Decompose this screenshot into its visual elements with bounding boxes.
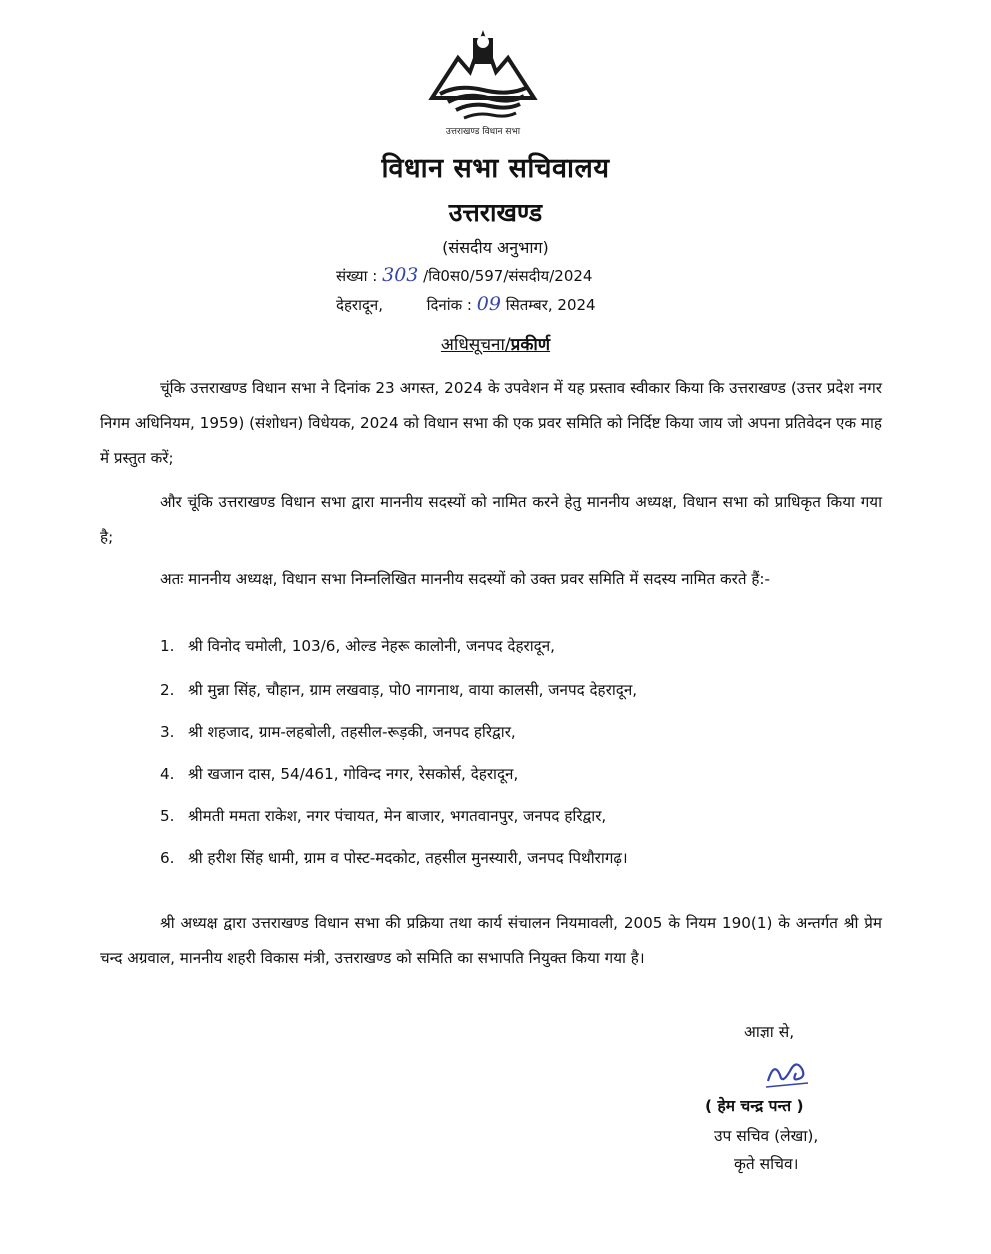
uttarakhand-assembly-emblem-icon	[428, 28, 538, 138]
reference-date-line	[336, 293, 596, 315]
list-item: 6. श्री हरीश सिंह धामी, ग्राम व पोस्ट-मदकोट, तहसील मुनस्यारी, जनपद पिथौरागढ़।	[160, 849, 628, 867]
list-item: 2. श्री मुन्ना सिंह, चौहान, ग्राम लखवाड़, पो0 नागनाथ, वाया कालसी, जनपद देहरादून,	[160, 681, 638, 699]
number-suffix: /वि0स0/597/संसदीय/2024	[423, 267, 593, 285]
state-title: उत्तराखण्ड	[448, 198, 543, 227]
emblem-caption: उत्तराखण्ड विधान सभा	[445, 127, 521, 137]
notice-title-part1: अधिसूचना	[440, 335, 505, 355]
paragraph-1: चूंकि उत्तराखण्ड विधान सभा ने दिनांक 23 अगस्त, 2024 के उपवेशन में यह प्रस्ताव स्वीकार किया कि उत्तराखण्ड (उत्तर प्रदेश नगर निगम अधिनियम, 1959) (संशोधन) विधेयक, 2024 को विधान सभा की एक प्रवर समिति को निर्दिष्ट किया जाय जो अपना प्रतिवेदन एक माह में प्रस्तुत करें;	[100, 379, 882, 467]
notice-title-separator: /	[504, 335, 511, 355]
handwritten-signature	[762, 1055, 812, 1091]
by-order-text: आज्ञा से,	[744, 1023, 795, 1041]
notice-heading	[0, 332, 991, 355]
handwritten-date: 09	[476, 293, 501, 315]
date-label: दिनांक :	[426, 296, 472, 314]
handwritten-number: 303	[382, 264, 419, 286]
office-title: विधान सभा सचिवालय	[381, 153, 610, 184]
place: देहरादून,	[336, 296, 384, 314]
paragraph-4: श्री अध्यक्ष द्वारा उत्तराखण्ड विधान सभा की प्रक्रिया तथा कार्य संचालन नियमावली, 2005 के नियम 190(1) के अन्तर्गत श्री प्रेम चन्द अग्रवाल, माननीय शहरी विकास मंत्री, उत्तराखण्ड को समिति का सभापति नियुक्त किया गया है।	[100, 914, 882, 967]
number-label: संख्या :	[336, 267, 378, 285]
signatory-designation: उप सचिव (लेखा),	[714, 1127, 819, 1145]
list-item: 3. श्री शहजाद, ग्राम-लहबोली, तहसील-रूड़की, जनपद हरिद्वार,	[160, 723, 516, 741]
signatory-name: ( हेम चन्द्र पन्त )	[705, 1097, 804, 1115]
list-item: 5. श्रीमती ममता राकेश, नगर पंचायत, मेन बाजार, भगतवानपुर, जनपद हरिद्वार,	[160, 807, 607, 825]
date-suffix: सितम्बर, 2024	[505, 296, 596, 314]
signatory-on-behalf: कृते सचिव।	[734, 1155, 799, 1173]
paragraph-2: और चूंकि उत्तराखण्ड विधान सभा द्वारा माननीय सदस्यों को नामित करने हेतु माननीय अध्यक्ष, विधान सभा को प्राधिकृत किया गया है;	[100, 493, 882, 546]
notice-title-part2: प्रकीर्ण	[510, 335, 551, 355]
paragraph-3: अतः माननीय अध्यक्ष, विधान सभा निम्नलिखित माननीय सदस्यों को उक्त प्रवर समिति में सदस्य नामित करते हैं:-	[160, 570, 770, 588]
reference-number-line	[336, 264, 592, 286]
list-item: 1. श्री विनोद चमोली, 103/6, ओल्ड नेहरू कालोनी, जनपद देहरादून,	[160, 637, 555, 655]
list-item: 4. श्री खजान दास, 54/461, गोविन्द नगर, रेसकोर्स, देहरादून,	[160, 765, 519, 783]
section-title: (संसदीय अनुभाग)	[442, 238, 549, 257]
